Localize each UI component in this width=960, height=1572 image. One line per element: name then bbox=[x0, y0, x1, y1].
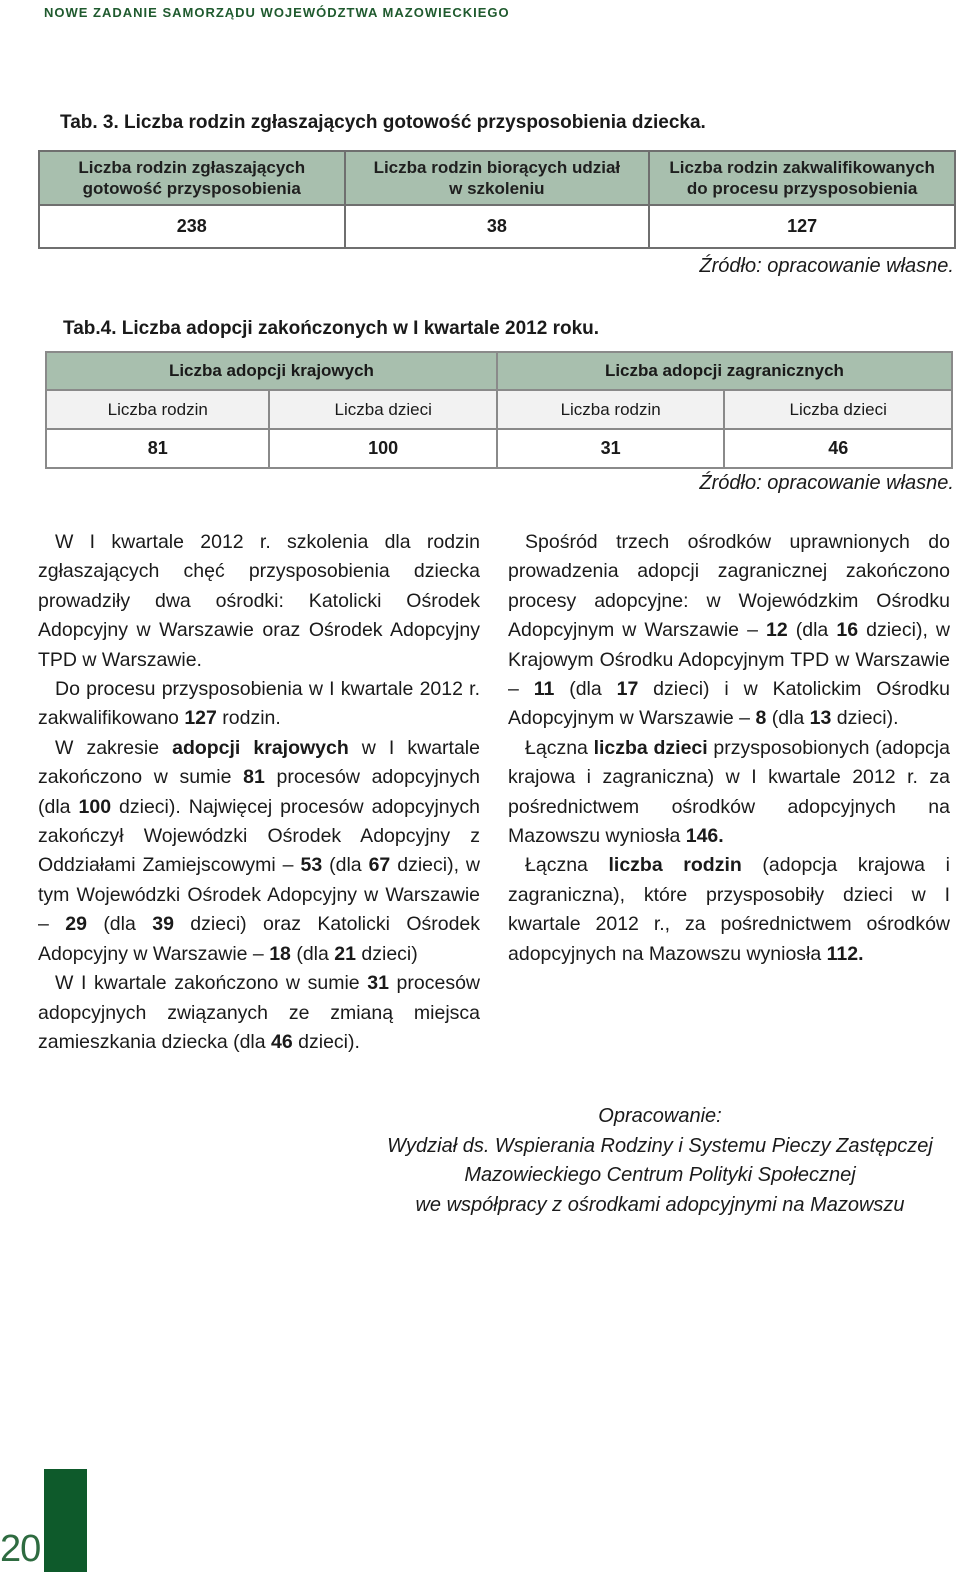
table4-group-header: Liczba adopcji zagranicznych bbox=[497, 352, 952, 390]
table3-value-cell: 238 bbox=[39, 205, 345, 248]
table4-sub-header: Liczba rodzin bbox=[497, 390, 725, 429]
table3-caption: Tab. 3. Liczba rodzin zgłaszających gotowość przysposobienia dziecka. bbox=[60, 112, 706, 133]
paragraph: W I kwartale 2012 r. szkolenia dla rodzin zgłaszających chęć przysposobienia dziecka prowadziły dwa ośrodki: Katolicki Ośrodek Adopcyjny w Warszawie oraz Ośrodek Adopcyjny TPD w Warszawie. bbox=[38, 531, 480, 671]
credits-line: we współpracy z ośrodkami adopcyjnymi na Mazowszu bbox=[415, 1193, 905, 1216]
table4 bbox=[45, 351, 953, 469]
table4-value-cell: 31 bbox=[497, 429, 725, 468]
page-number: 20 bbox=[0, 1528, 41, 1570]
running-header: NOWE ZADANIE SAMORZĄDU WOJEWÓDZTWA MAZOWIECKIEGO bbox=[44, 5, 510, 20]
credits-line: Mazowieckiego Centrum Polityki Społecznej bbox=[464, 1164, 856, 1186]
table4-value-cell: 100 bbox=[269, 429, 496, 468]
table3-header-cell: Liczba rodzin zakwalifikowanych do procesu przysposobienia bbox=[649, 151, 955, 205]
table4-value-cell: 46 bbox=[724, 429, 952, 468]
table4-sub-header: Liczba dzieci bbox=[269, 390, 496, 429]
table4-source: Źródło: opracowanie własne. bbox=[699, 472, 954, 494]
table3-source: Źródło: opracowanie własne. bbox=[699, 255, 954, 277]
credits-line: Opracowanie: bbox=[598, 1105, 722, 1127]
table3-header-cell: Liczba rodzin biorących udział w szkoleniu bbox=[345, 151, 650, 205]
table4-group-header: Liczba adopcji krajowych bbox=[46, 352, 497, 390]
table3-value-cell: 38 bbox=[345, 205, 650, 248]
paragraph: W zakresie adopcji krajowych w I kwartale zakończono w sumie 81 procesów adopcyjnych (dla 100 dzieci). Najwięcej procesów adopcyjnych zakończył Wojewódzki Ośrodek Adopcyjny z Oddziałami Zamiejscowymi – 53 (dla 67 dzieci), w tym Wojewódzki Ośrodek Adopcyjny w Warszawie – 29 (dla 39 dzieci) oraz Katolicki Ośrodek Adopcyjny w Warszawie – 18 (dla 21 dzieci) bbox=[38, 736, 481, 965]
left-column bbox=[38, 528, 480, 1057]
footer-accent-bar bbox=[44, 1469, 87, 1572]
table3-header-cell: Liczba rodzin zgłaszających gotowość przysposobienia bbox=[39, 151, 345, 205]
paragraph: Łączna liczba dzieci przysposobionych (adopcja krajowa i zagraniczna) w I kwartale 2012 r. za pośrednictwem ośrodków adopcyjnych na Mazowszu wyniosła 146. bbox=[508, 736, 950, 848]
paragraph: W I kwartale zakończono w sumie 31 procesów adopcyjnych związanych ze zmianą miejsca zamieszkania dziecka (dla 46 dzieci). bbox=[38, 972, 480, 1053]
credits-line: Wydział ds. Wspierania Rodziny i Systemu Pieczy Zastępczej bbox=[387, 1134, 933, 1157]
table3 bbox=[38, 150, 956, 249]
table3-value-cell: 127 bbox=[649, 205, 955, 248]
table4-caption: Tab.4. Liczba adopcji zakończonych w I kwartale 2012 roku. bbox=[63, 318, 600, 339]
credits bbox=[360, 1102, 960, 1220]
table4-sub-header: Liczba dzieci bbox=[724, 390, 952, 429]
paragraph: Do procesu przysposobienia w I kwartale 2012 r. zakwalifikowano 127 rodzin. bbox=[38, 678, 480, 730]
paragraph: Łączna liczba rodzin (adopcja krajowa i zagraniczna), które przysposobiły dzieci w I kwartale 2012 r., za pośrednictwem ośrodków adopcyjnych na Mazowszu wyniosła 112. bbox=[508, 854, 950, 965]
table4-value-cell: 81 bbox=[46, 429, 269, 468]
table4-sub-header: Liczba rodzin bbox=[46, 390, 269, 429]
paragraph: Spośród trzech ośrodków uprawnionych do prowadzenia adopcji zagranicznej zakończono procesy adopcyjne: w Wojewódzkim Ośrodku Adopcyjnym w Warszawie – 12 (dla 16 dzieci), w Krajowym Ośrodku Adopcyjnym TPD w Warszawie – 11 (dla 17 dzieci) i w Katolickim Ośrodku Adopcyjnym w Warszawie – 8 (dla 13 dzieci). bbox=[508, 531, 951, 730]
right-column bbox=[508, 528, 950, 969]
